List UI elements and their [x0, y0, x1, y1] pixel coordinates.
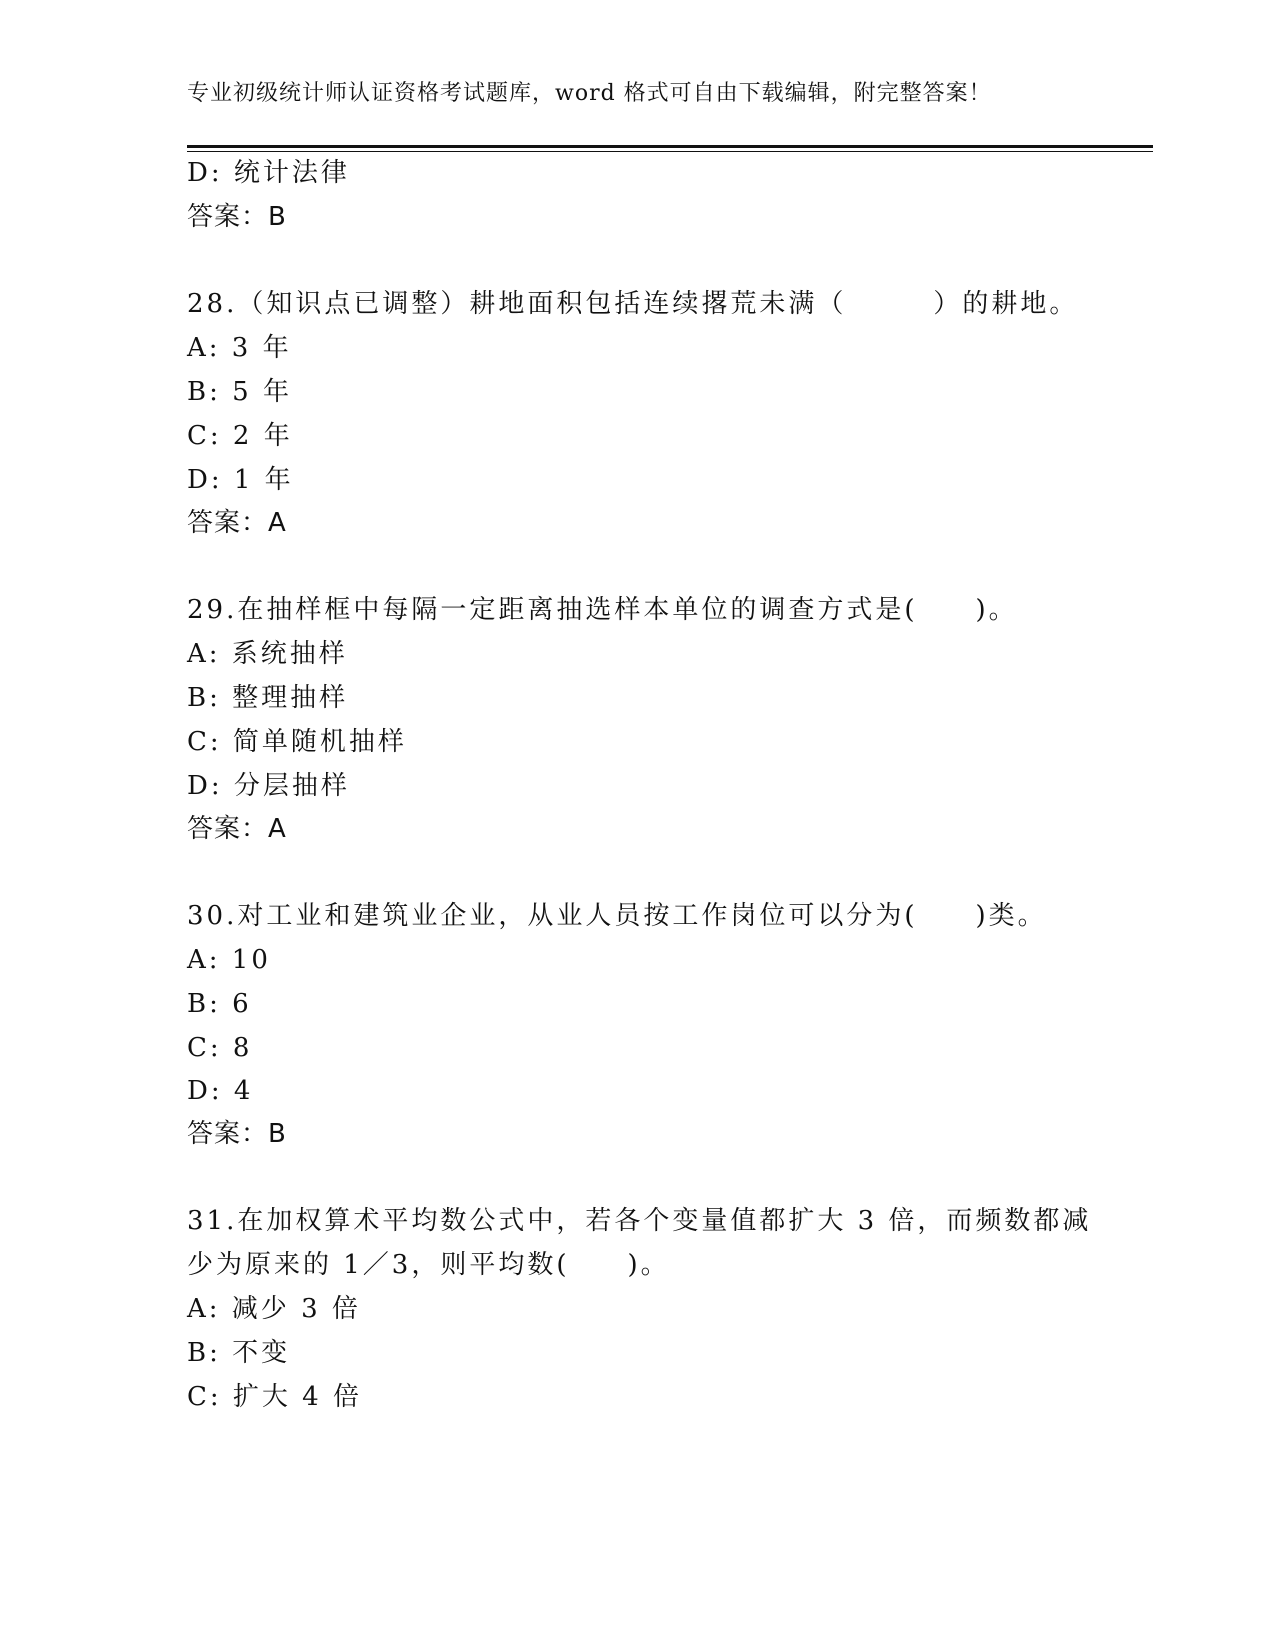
- option-d: D: 分层抽样: [187, 771, 350, 801]
- question-stem-continued: 少为原来的 1／3，则平均数( )。: [187, 1250, 670, 1280]
- header-rule-thick: [187, 145, 1153, 148]
- question-stem: 31.在加权算术平均数公式中，若各个变量值都扩大 3 倍，而频数都减: [187, 1206, 1092, 1236]
- option-c: C: 2 年: [187, 421, 293, 451]
- option-b: B: 5 年: [187, 377, 292, 407]
- option-b: B: 不变: [187, 1338, 291, 1368]
- answer: 答案：B: [187, 202, 287, 232]
- option-a: A: 3 年: [187, 333, 292, 363]
- option-c: C: 扩大 4 倍: [187, 1382, 362, 1412]
- answer: 答案：B: [187, 1119, 287, 1149]
- page-header: 专业初级统计师认证资格考试题库，word 格式可自由下载编辑，附完整答案！: [187, 81, 992, 106]
- answer: 答案：A: [187, 814, 287, 844]
- option-c: C: 简单随机抽样: [187, 727, 407, 757]
- option-a: A: 系统抽样: [187, 639, 348, 669]
- option-c: C: 8: [187, 1033, 253, 1063]
- option-b: B: 6: [187, 989, 252, 1019]
- option-a: A: 10: [187, 945, 271, 975]
- option-a: A: 减少 3 倍: [187, 1294, 361, 1324]
- option-d: D: 4: [187, 1076, 254, 1106]
- option-b: B: 整理抽样: [187, 683, 349, 713]
- answer: 答案：A: [187, 508, 287, 538]
- question-stem: 28.（知识点已调整）耕地面积包括连续撂荒未满（ ）的耕地。: [187, 289, 1079, 319]
- option-d: D: 1 年: [187, 465, 294, 495]
- question-stem: 29.在抽样框中每隔一定距离抽选样本单位的调查方式是( )。: [187, 595, 1018, 625]
- option-d: D: 统计法律: [187, 158, 350, 188]
- header-rule-thin: [187, 151, 1153, 152]
- question-stem: 30.对工业和建筑业企业，从业人员按工作岗位可以分为( )类。: [187, 901, 1047, 931]
